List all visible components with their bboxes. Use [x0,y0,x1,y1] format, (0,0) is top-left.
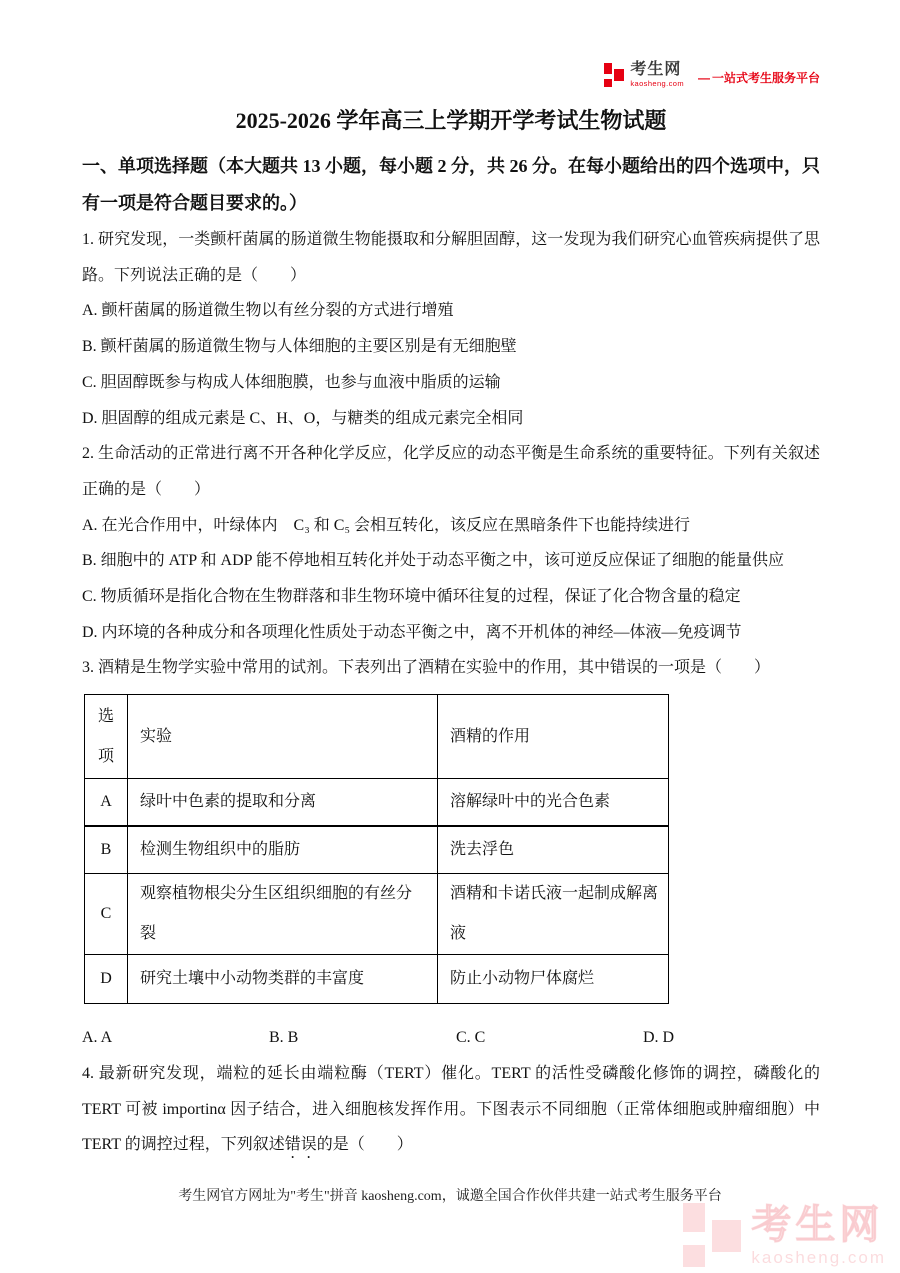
q2-option-b: B. 细胞中的 ATP 和 ADP 能不停地相互转化并处于动态平衡之中，该可逆反应保证了细胞的能量供应 [82,552,784,570]
row-c-option: C [85,874,128,955]
row-d-experiment: 研究土壤中小动物类群的丰富度 [128,955,438,1004]
q2-option-c: C. 物质循环是指化合物在生物群落和非生物环境中循环往复的过程，保证了化合物含量的稳定 [82,588,741,606]
row-a-experiment: 绿叶中色素的提取和分离 [128,779,438,826]
table-row [85,955,669,1004]
watermark-domain: kaosheng.com [751,1247,886,1267]
brand-name: 考生网 [630,61,682,78]
q2-stem: 2. 生命活动的正常进行离不开各种化学反应，化学反应的动态平衡是生命系统的重要特征。下列有关叙述正确的是（ ） [82,445,820,498]
q3-table [84,694,669,1004]
q4-stem-part2: 的是（ ） [316,1136,413,1154]
table-row [85,779,669,826]
watermark [683,1203,886,1267]
table-row [85,826,669,874]
q2-option-d: D. 内环境的各种成分和各项理化性质处于动态平衡之中，离不开机体的神经—体液—免疫调节 [82,623,742,641]
row-b-experiment: 检测生物组织中的脂肪 [128,826,438,874]
answer-option-b: B. B [269,1029,299,1047]
row-d-role: 防止小动物尸体腐烂 [438,955,669,1004]
header-alcohol-role: 酒精的作用 [438,695,669,779]
table-row [85,874,669,955]
answer-option-c: C. C [456,1029,486,1047]
kaosheng-blocks-icon [604,63,624,87]
table-header-row [85,695,669,779]
brand-tagline: — 一站式考生服务平台 [698,69,820,88]
row-a-role: 溶解绿叶中的光合色素 [438,779,669,826]
section-heading: 一、单项选择题（本大题共 13 小题，每小题 2 分，共 26 分。在每小题给出的四个选项中，只有一项是符合题目要求的。） [82,156,820,213]
row-c-role: 酒精和卡诺氏液一起制成解离液 [438,874,669,955]
q1-option-b: B. 颤杆菌属的肠道微生物与人体细胞的主要区别是有无细胞壁 [82,338,517,356]
row-b-role: 洗去浮色 [438,826,669,874]
watermark-text [751,1202,886,1267]
q4-stem [82,1056,820,1163]
q3-stem: 3. 酒精是生物学实验中常用的试剂。下表列出了酒精在实验中的作用，其中错误的一项是（ ） [82,659,771,677]
brand-domain: kaosheng.com [630,79,684,88]
row-c-experiment: 观察植物根尖分生区组织细胞的有丝分裂 [128,874,438,955]
row-d-option: D [85,955,128,1004]
footer-note: 考生网官方网址为"考生"拼音 kaosheng.com，诚邀全国合作伙伴共建一站式考生服务平台 [178,1189,722,1204]
row-a-option: A [85,779,128,826]
q1-option-d: D. 胆固醇的组成元素是 C、H、O，与糖类的组成元素完全相同 [82,409,524,427]
q2-option-a: A. 在光合作用中，叶绿体内 C₃ 和 C₅ 会相互转化，该反应在黑暗条件下也能持续进行 [82,516,691,534]
question-list [82,222,820,1163]
q4-stem-emphasis: 错误 [284,1136,317,1154]
brand-logo [604,62,820,88]
answer-option-d: D. D [643,1029,675,1047]
page-title: 2025-2026 学年高三上学期开学考试生物试题 [235,108,667,133]
q4-stem-part1: 4. 最新研究发现，端粒的延长由端粒酶（TERT）催化。TERT 的活性受磷酸化修饰的调控，磷酸化的 TERT 可被 importinα 因子结合，进入细胞核发挥作用。下图表示不同细胞（正常体细胞或肿瘤细胞）中 TERT 的调控过程，下列叙述 [82,1064,820,1154]
q1-option-c: C. 胆固醇既参与构成人体细胞膜，也参与血液中脂质的运输 [82,373,501,391]
row-b-option: B [85,826,128,874]
q3-answer-row [82,1020,820,1056]
watermark-brand: 考生网 [751,1202,884,1247]
answer-option-a: A. A [82,1029,113,1047]
watermark-blocks-icon [683,1203,741,1267]
header-experiment: 实验 [128,695,438,779]
q1-option-a: A. 颤杆菌属的肠道微生物以有丝分裂的方式进行增殖 [82,302,454,320]
brand-text [630,62,684,88]
q1-stem: 1. 研究发现，一类颤杆菌属的肠道微生物能摄取和分解胆固醇，这一发现为我们研究心血管疾病提供了思路。下列说法正确的是（ ） [82,231,820,284]
header-option: 选项 [85,695,128,779]
